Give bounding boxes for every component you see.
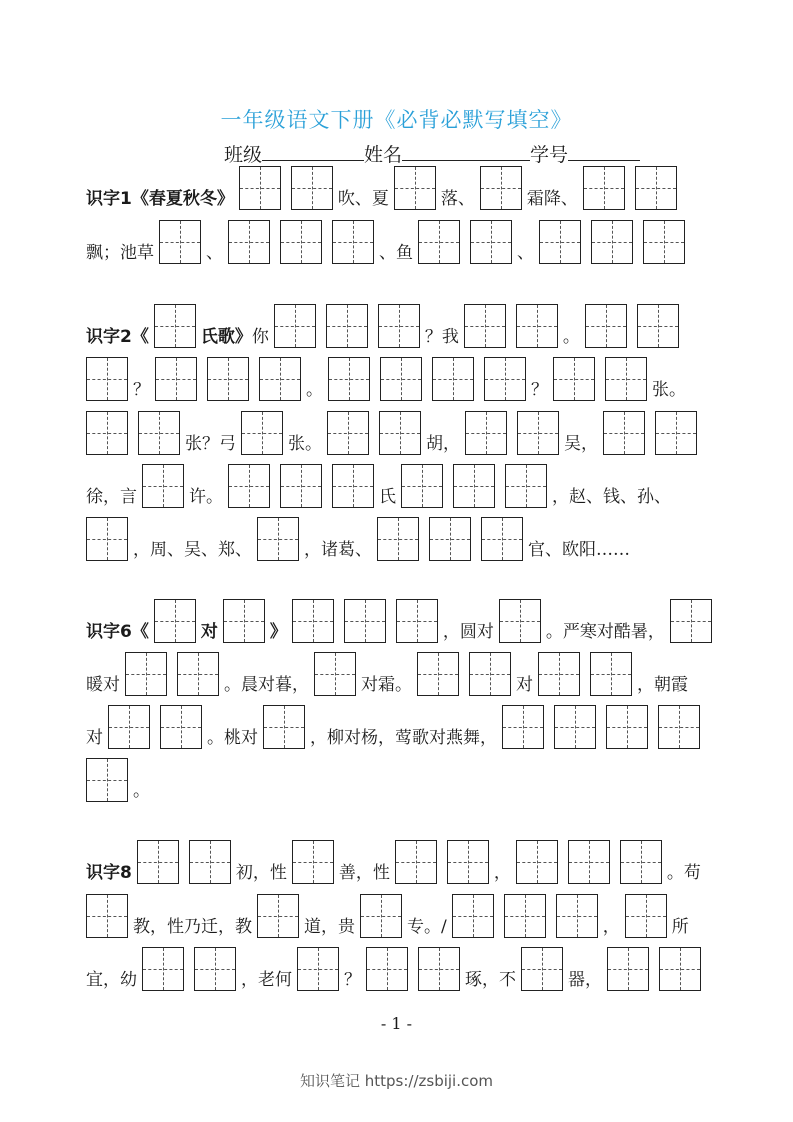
- section-heading: 氏歌》: [200, 327, 252, 347]
- writing-grid[interactable]: [553, 357, 595, 401]
- number-label: 学号: [530, 144, 569, 166]
- writing-grid[interactable]: [521, 947, 563, 991]
- writing-grid[interactable]: [417, 652, 459, 696]
- verse-text: 。: [306, 380, 323, 400]
- verse-text: 。严寒对酷暑，: [545, 622, 665, 642]
- verse-text: ，圆对: [442, 622, 494, 642]
- writing-grid[interactable]: [160, 705, 202, 749]
- verse-text: 宜，幼: [86, 970, 137, 990]
- section-8-line-1: [86, 834, 713, 884]
- section-1-line-2: [86, 214, 713, 264]
- writing-grid[interactable]: [583, 166, 625, 210]
- writing-grid[interactable]: [125, 652, 167, 696]
- section-2-line-3: [86, 405, 713, 455]
- section-2-line-1: [86, 298, 713, 348]
- writing-grid[interactable]: [670, 599, 712, 643]
- verse-text: 、鱼: [379, 243, 413, 263]
- writing-grid[interactable]: [590, 652, 632, 696]
- verse-text: 氏: [379, 487, 396, 507]
- verse-text: 所: [671, 917, 689, 937]
- writing-grid[interactable]: [429, 517, 471, 561]
- section-heading: 识字8: [86, 863, 132, 883]
- verse-text: 。桃对: [207, 728, 258, 748]
- writing-grid[interactable]: [380, 357, 422, 401]
- verse-text: 。: [562, 327, 580, 347]
- verse-text: 吴，: [564, 434, 598, 454]
- writing-grid[interactable]: [257, 894, 299, 938]
- verse-text: 吹、夏: [337, 189, 389, 209]
- writing-grid[interactable]: [453, 464, 495, 508]
- writing-grid[interactable]: [314, 652, 356, 696]
- writing-grid[interactable]: [585, 304, 627, 348]
- verse-text: 张？弓: [185, 434, 236, 454]
- section-heading: 》: [269, 622, 287, 642]
- verse-text: 琢，不: [465, 970, 516, 990]
- writing-grid[interactable]: [177, 652, 219, 696]
- writing-grid[interactable]: [142, 464, 184, 508]
- verse-text: 初，性: [235, 863, 287, 883]
- writing-grid[interactable]: [263, 705, 305, 749]
- verse-text: ，赵、钱、孙、: [552, 487, 671, 507]
- number-blank[interactable]: [568, 142, 640, 161]
- writing-grid[interactable]: [607, 947, 649, 991]
- writing-grid[interactable]: [259, 357, 301, 401]
- verse-text: 。苟: [666, 863, 701, 883]
- writing-grid[interactable]: [539, 220, 581, 264]
- writing-grid[interactable]: [207, 357, 249, 401]
- writing-grid[interactable]: [257, 517, 299, 561]
- writing-grid[interactable]: [465, 411, 507, 455]
- section-1-line-1: [86, 160, 713, 210]
- writing-grid[interactable]: [194, 947, 236, 991]
- verse-text: 、: [206, 243, 223, 263]
- writing-grid[interactable]: [326, 304, 368, 348]
- writing-grid[interactable]: [154, 599, 196, 643]
- verse-text: 飘；池草: [86, 243, 154, 263]
- writing-grid[interactable]: [155, 357, 197, 401]
- writing-grid[interactable]: [480, 166, 522, 210]
- writing-grid[interactable]: [516, 304, 558, 348]
- writing-grid[interactable]: [658, 705, 700, 749]
- verse-text: 。晨对暮，: [224, 675, 309, 695]
- verse-text: 暖对: [86, 675, 120, 695]
- section-heading: 识字2《: [86, 327, 149, 347]
- writing-grid[interactable]: [280, 220, 322, 264]
- verse-text: 官、欧阳……: [528, 540, 630, 560]
- verse-text: ，诸葛、: [304, 540, 372, 560]
- verse-text: ，老何: [241, 970, 292, 990]
- verse-text: ，周、吴、郑、: [133, 540, 252, 560]
- verse-text: ？: [344, 970, 361, 990]
- writing-grid[interactable]: [659, 947, 701, 991]
- writing-grid[interactable]: [142, 947, 184, 991]
- writing-grid[interactable]: [464, 304, 506, 348]
- section-heading: 识字6《: [86, 622, 149, 642]
- writing-grid[interactable]: [447, 840, 489, 884]
- verse-text: 善，性: [338, 863, 390, 883]
- writing-grid[interactable]: [418, 947, 460, 991]
- writing-grid[interactable]: [591, 220, 633, 264]
- verse-text: 对: [86, 728, 103, 748]
- writing-grid[interactable]: [327, 411, 369, 455]
- writing-grid[interactable]: [108, 705, 150, 749]
- verse-text: 器，: [568, 970, 602, 990]
- verse-text: ，: [493, 863, 511, 883]
- writing-grid[interactable]: [432, 357, 474, 401]
- page-title: 一年级语文下册《必背必默写填空》: [220, 108, 573, 132]
- writing-grid[interactable]: [395, 840, 437, 884]
- verse-text: ，柳对杨，莺歌对燕舞，: [310, 728, 497, 748]
- writing-grid[interactable]: [396, 599, 438, 643]
- section-6-line-1: [86, 593, 713, 643]
- verse-text: 许。: [189, 487, 223, 507]
- name-blank[interactable]: [402, 142, 530, 161]
- writing-grid[interactable]: [291, 166, 333, 210]
- writing-grid[interactable]: [379, 411, 421, 455]
- verse-text: 对霜。: [361, 675, 412, 695]
- writing-grid[interactable]: [538, 652, 580, 696]
- verse-text: ？: [531, 380, 548, 400]
- section-8-line-3: [86, 941, 713, 991]
- verse-text: 落、: [440, 189, 475, 209]
- writing-grid[interactable]: [86, 894, 128, 938]
- writing-grid[interactable]: [280, 464, 322, 508]
- writing-grid[interactable]: [159, 220, 201, 264]
- name-label: 姓名: [364, 144, 403, 166]
- verse-text: 对: [516, 675, 533, 695]
- section-6-line-2: [86, 646, 713, 696]
- writing-grid[interactable]: [505, 464, 547, 508]
- writing-grid[interactable]: [554, 705, 596, 749]
- writing-grid[interactable]: [189, 840, 231, 884]
- section-heading: 识字1《春夏秋冬》: [86, 189, 234, 209]
- verse-text: 道，贵: [304, 917, 355, 937]
- writing-grid[interactable]: [86, 758, 128, 802]
- writing-grid[interactable]: [241, 411, 283, 455]
- writing-grid[interactable]: [637, 304, 679, 348]
- writing-grid[interactable]: [469, 652, 511, 696]
- verse-text: 你: [251, 327, 269, 347]
- writing-grid[interactable]: [332, 220, 374, 264]
- section-2-line-5: [86, 511, 713, 561]
- writing-grid[interactable]: [603, 411, 645, 455]
- writing-grid[interactable]: [620, 840, 662, 884]
- class-blank[interactable]: [262, 142, 364, 161]
- writing-grid[interactable]: [344, 599, 386, 643]
- verse-text: 专。/: [407, 917, 447, 937]
- writing-grid[interactable]: [625, 894, 667, 938]
- writing-grid[interactable]: [138, 411, 180, 455]
- verse-text: ？: [133, 380, 150, 400]
- section-2-line-4: [86, 458, 713, 508]
- writing-grid[interactable]: [401, 464, 443, 508]
- writing-grid[interactable]: [332, 464, 374, 508]
- class-label: 班级: [224, 144, 263, 166]
- verse-text: ？我: [424, 327, 459, 347]
- section-6-line-4: [86, 752, 713, 802]
- writing-grid[interactable]: [556, 894, 598, 938]
- writing-grid[interactable]: [502, 705, 544, 749]
- page-number: - 1 -: [380, 1014, 413, 1033]
- verse-text: 。: [133, 781, 150, 801]
- writing-grid[interactable]: [643, 220, 685, 264]
- writing-grid[interactable]: [655, 411, 697, 455]
- writing-grid[interactable]: [452, 894, 494, 938]
- writing-grid[interactable]: [292, 599, 334, 643]
- verse-text: 霜降、: [526, 189, 578, 209]
- writing-grid[interactable]: [418, 220, 460, 264]
- writing-grid[interactable]: [481, 517, 523, 561]
- writing-grid[interactable]: [470, 220, 512, 264]
- verse-text: 、: [517, 243, 534, 263]
- writing-grid[interactable]: [360, 894, 402, 938]
- writing-grid[interactable]: [504, 894, 546, 938]
- writing-grid[interactable]: [239, 166, 281, 210]
- footer-watermark: 知识笔记 https://zsbiji.com: [299, 1072, 494, 1090]
- section-8-line-2: [86, 888, 713, 938]
- writing-grid[interactable]: [377, 517, 419, 561]
- writing-grid[interactable]: [635, 166, 677, 210]
- writing-grid[interactable]: [292, 840, 334, 884]
- verse-text: 徐，言: [86, 487, 137, 507]
- verse-text: ，朝霞: [637, 675, 688, 695]
- writing-grid[interactable]: [86, 517, 128, 561]
- writing-grid[interactable]: [484, 357, 526, 401]
- writing-grid[interactable]: [568, 840, 610, 884]
- writing-grid[interactable]: [297, 947, 339, 991]
- verse-text: 教，性乃迁，教: [133, 917, 252, 937]
- writing-grid[interactable]: [137, 840, 179, 884]
- section-2-line-2: [86, 351, 713, 401]
- verse-text: 胡，: [426, 434, 460, 454]
- writing-grid[interactable]: [517, 411, 559, 455]
- writing-grid[interactable]: [499, 599, 541, 643]
- writing-grid[interactable]: [366, 947, 408, 991]
- writing-grid[interactable]: [86, 357, 128, 401]
- writing-grid[interactable]: [223, 599, 265, 643]
- verse-text: 张。: [652, 380, 686, 400]
- writing-grid[interactable]: [378, 304, 420, 348]
- verse-text: 张。: [288, 434, 322, 454]
- writing-grid[interactable]: [228, 220, 270, 264]
- writing-grid[interactable]: [516, 840, 558, 884]
- section-6-line-3: [86, 699, 713, 749]
- verse-text: ，: [602, 917, 620, 937]
- writing-grid[interactable]: [394, 166, 436, 210]
- writing-grid[interactable]: [328, 357, 370, 401]
- writing-grid[interactable]: [154, 304, 196, 348]
- writing-grid[interactable]: [605, 357, 647, 401]
- writing-grid[interactable]: [274, 304, 316, 348]
- writing-grid[interactable]: [228, 464, 270, 508]
- section-heading: 对: [200, 622, 218, 642]
- writing-grid[interactable]: [606, 705, 648, 749]
- writing-grid[interactable]: [86, 411, 128, 455]
